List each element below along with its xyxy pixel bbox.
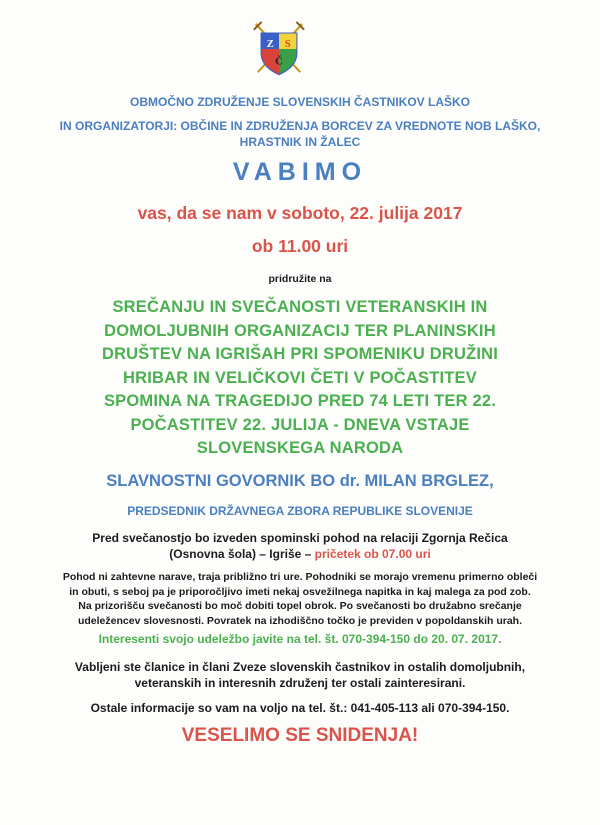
registration-note: Interesenti svojo udeležbo javite na tel. št. 070-394-150 do 20. 07. 2017. [98,632,502,646]
time-line: ob 11.00 uri [251,236,349,256]
join-text: pridružite na [268,273,332,285]
hike-details [40,570,560,628]
event-description [40,296,560,461]
hike-route: (Osnovna šola) – Igriše – [169,547,315,561]
date-line: vas, da se nam v soboto, 22. julija 2017 [137,203,463,223]
logo-letter-c: Č [275,56,283,68]
event-line: SLOVENSKEGA NARODA [196,439,404,457]
event-line: HRIBAR IN VELIČKOVI ČETI V POČASTITEV [123,368,477,387]
detail-line: Na prizorišču svečanosti bo moč dobiti topel obrok. Po svečanosti bo družabno srečanje [78,600,522,612]
event-line: SREČANJU IN SVEČANOSTI VETERANSKIH IN [112,298,488,316]
logo-letter-s: S [284,39,291,51]
closing-line: VESELIMO SE SNIDENJA! [181,725,419,746]
event-line: SPOMINA NA TRAGEDIJO PRED 74 LETI TER 22. [103,392,497,410]
contact-info: Ostale informacije so vam na voljo na tel. št.: 041-405-113 ali 070-394-150. [90,701,510,715]
zsc-crest-logo [250,20,308,78]
logo-letter-z: Z [266,39,274,51]
header-line-2: IN ORGANIZATORJI: OBČINE IN ZDRUŽENJA BORCEV ZA VREDNOTE NOB LAŠKO, [59,119,541,133]
hike-line-1: Pred svečanostjo bo izveden spominski pohod na relaciji Zgornja Rečica [92,531,508,545]
detail-line: udeležencev slovesnosti. Povratek na izhodiščno točko je previden v popoldanskih urah. [77,614,523,627]
detail-line: in obuti, s seboj pa je priporočljivo imeti nekaj osvežilnega napitka in kaj malega za pod zob. [69,585,531,598]
event-line: POČASTITEV 22. JULIJA - DNEVA VSTAJE [130,415,470,434]
speaker-role: PREDSEDNIK DRŽAVNEGA ZBORA REPUBLIKE SLOVENIJE [127,504,473,518]
hike-line-2 [40,546,560,562]
members-invite-line-1: Vabljeni ste članice in člani Zveze slovenskih častnikov in ostalih domoljubnih, [74,660,526,674]
event-line: DRUŠTEV NA IGRIŠAH PRI SPOMENIKU DRUŽINI [101,345,499,363]
detail-line: Pohod ni zahtevne narave, traja približno tri ure. Pohodniki se morajo vremenu primerno obleči [62,571,538,583]
hike-start-time: pričetek ob 07.00 uri [314,547,431,561]
event-line: DOMOLJUBNIH ORGANIZACIJ TER PLANINSKIH [104,321,496,340]
members-invite-line-2: veteranskih in interesnih združenj ter ostali zainteresirani. [134,676,466,690]
header-line-1: OBMOČNO ZDRUŽENJE SLOVENSKIH ČASTNIKOV LAŠKO [129,95,471,109]
header-line-3: HRASTNIK IN ŽALEC [239,135,361,149]
speaker-line: SLAVNOSTNI GOVORNIK BO dr. MILAN BRGLEZ, [106,472,494,490]
invitation-title: VABIMO [232,158,368,186]
